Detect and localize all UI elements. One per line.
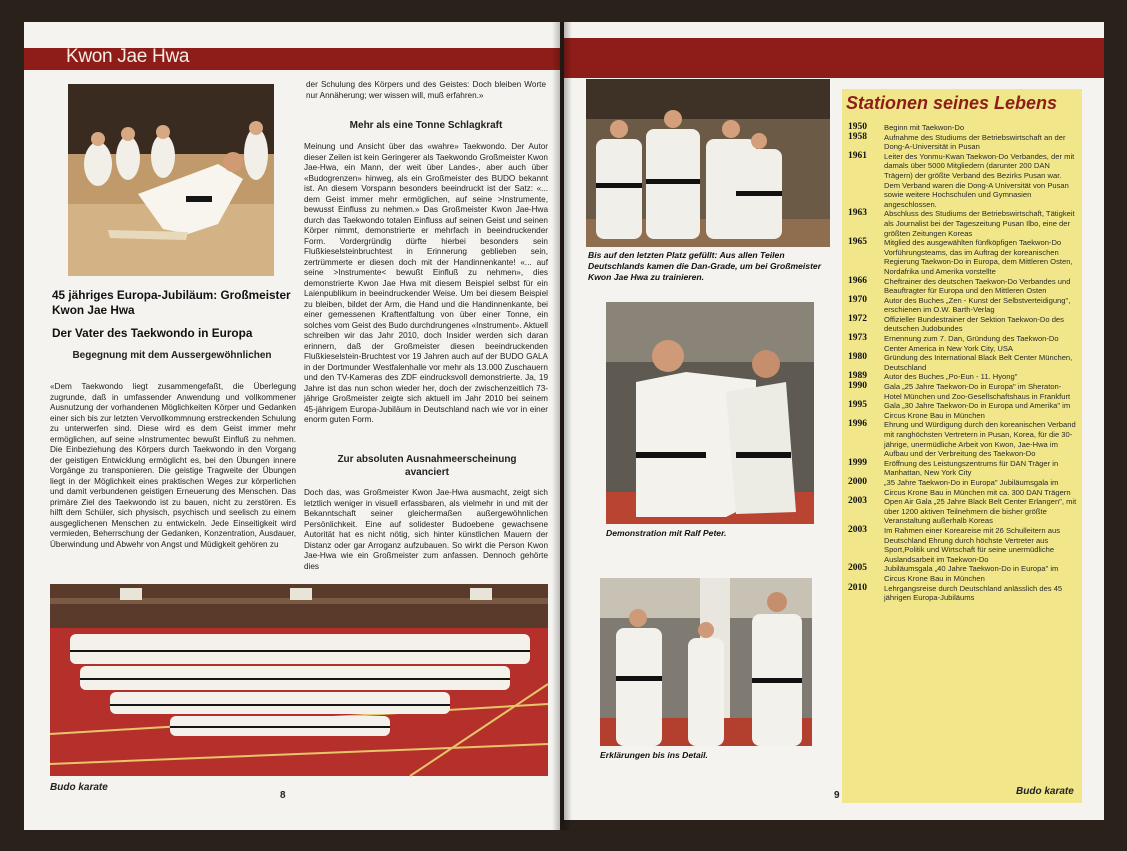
- timeline-text: Im Rahmen einer Koreareise mit 26 Schulleitern aus Deutschland Ehrung durch höchste Vertreter aus Sport,Politik und Wirtschaft für seine unermüdliche Auslandsarbeit im Taekwon-Do: [884, 525, 1061, 564]
- article-column-2-top: der Schulung des Körpers und des Geistes: Doch bleiben Worte nur Annäherung; wer wissen will, muß erfahren.»: [306, 80, 546, 100]
- timeline-text: Eröffnung des Leistungszentrums für DAN Träger in Manhattan, New York City: [884, 458, 1059, 478]
- subhead-begegnung: Begegnung mit dem Aussergewöhnlichen: [72, 350, 272, 361]
- timeline-text: Autor des Buches „Po-Eun - 11. Hyong": [884, 372, 1018, 382]
- timeline-box: [842, 89, 1082, 803]
- timeline-text: Mitglied des ausgewählten fünfköpfigen Taekwon-Do Vorführungsteams, das im Auftrag der koreanischen Regierung Taekwon-Do in Europa, dem Mittleren Osten, Nordafrika und Amerika vorstellte: [884, 238, 1073, 276]
- timeline-text: Gala „30 Jahre Taekwon-Do in Europa und Amerika" im Circus Krone Bau in München: [884, 401, 1071, 420]
- timeline-year: 2005: [848, 563, 867, 574]
- timeline-text: Abschluss des Studiums der Betriebswirtschaft, Tätigkeit als Journalist bei der Tageszeitung Pusan Ilbo, eine der größten Zeitungen Koreas: [884, 209, 1075, 238]
- headline-vater-taekwondo: Der Vater des Taekwondo in Europa: [52, 326, 253, 340]
- timeline-text: Offizieller Bundestrainer der Sektion Taekwon-Do des deutschen Judobundes: [884, 314, 1064, 334]
- photo-gym-group-training: [50, 584, 548, 776]
- timeline-year: 1950: [848, 122, 867, 132]
- timeline-year: 1961: [848, 150, 867, 161]
- timeline-year: 1973: [848, 333, 867, 344]
- article-column-2-bottom: Doch das, was Großmeister Kwon Jae-Hwa ausmacht, zeigt sich letztlich weniger in visuell erfassbaren, als vielmehr in und mit der Bekanntschaft seiner gleichermaßen außergewöhnlichen Persönlichkeit. Eine auf solidester Budoebene gewachsene Autorität hat es nicht nötig, sich hinter künstlichen Mauern der Distanz oder gar Arroganz aufzubauen. So wirkt die Person Kwon Jae-Hwa wie ein Großmeister zum anfassen. Dennoch gehörte dies: [304, 488, 548, 571]
- header-band-right: [564, 38, 1104, 78]
- timeline-year: 1958: [848, 131, 867, 142]
- timeline-entry: [848, 564, 1078, 583]
- subhead-ausnahmeerscheinung: Zur absoluten Ausnahmeerscheinung avanciert: [337, 454, 517, 478]
- photo-demonstration-ralf-peter: [606, 302, 814, 524]
- timeline-entry: [848, 238, 1078, 276]
- page-number-right: 9: [834, 790, 840, 801]
- subhead-tonne-schlagkraft: Mehr als eine Tonne Schlagkraft: [349, 120, 503, 131]
- timeline-year: 1996: [848, 419, 867, 430]
- caption-photo-3: Erklärungen bis ins Detail.: [600, 750, 708, 760]
- page-number-left: 8: [280, 790, 286, 801]
- photo-kneeling-master: [68, 84, 274, 276]
- timeline-year: 2010: [848, 582, 867, 593]
- timeline-entry: [848, 372, 1078, 382]
- timeline-year: 1995: [848, 400, 867, 411]
- timeline-entry: [848, 152, 1078, 210]
- timeline-year: 1989: [848, 371, 867, 382]
- timeline-text: Ernennung zum 7. Dan, Gründung des Taekwon-Do Center America in New York City, USA: [884, 334, 1059, 353]
- timeline-text: Ehrung und Würdigung durch den koreanischen Verband mit ranghöchsten Vertretern in Pusan, Korea, für die 30-jährige, unermüdliche Arbeit von Kwon, Jae-Hwa im Aufbau und der Verbreitung des Taekwon-Do: [884, 420, 1076, 459]
- timeline-entry: [848, 334, 1078, 353]
- magazine-page-right: [564, 22, 1104, 820]
- caption-photo-1: Bis auf den letzten Platz gefüllt: Aus allen Teilen Deutschlands kamen die Dan-Grade, um bei Großmeister Kwon Jae Hwa zu trainieren.: [588, 250, 822, 282]
- timeline-year: 2000: [848, 476, 867, 487]
- timeline-year: 1966: [848, 275, 867, 286]
- timeline-entry: [848, 353, 1078, 372]
- timeline-text: Autor des Buches „Zen - Kunst der Selbstverteidigung", erschienen im O.W. Barth-Verlag: [884, 295, 1071, 315]
- timeline-entry: [848, 209, 1078, 238]
- timeline-year: 1990: [848, 381, 867, 392]
- timeline-year: 1999: [848, 457, 867, 468]
- timeline-year: 2003: [848, 496, 867, 507]
- timeline-entry: [848, 277, 1078, 296]
- timeline-text: Lehrgangsreise durch Deutschland anlässlich des 45 jährigen Europa-Jubiläums: [884, 583, 1063, 603]
- timeline-list: [848, 123, 1078, 603]
- timeline-entry: [848, 478, 1078, 497]
- magazine-page-left: [24, 22, 560, 830]
- timeline-text: Gründung des International Black Belt Center München, Deutschland: [884, 353, 1073, 372]
- timeline-text: Leiter des Yonmu-Kwan Taekwon-Do Verbandes, der mit damals über 5000 Mitgliedern (darunter 200 DAN Trägern) der größte Verband des Bezirks Pusan war. Dem Verband waren die Dong-A Universität von Pusan sowie weitere Hochschulen und Gymnasien angeschlossen.: [884, 151, 1075, 209]
- timeline-text: Beginn mit Taekwon-Do: [884, 123, 965, 132]
- timeline-entry: [848, 133, 1078, 152]
- footer-magazine-name: Budo karate: [50, 782, 108, 793]
- photo-explanation-detail: [600, 578, 812, 746]
- photo-dan-grade-training: [586, 79, 830, 247]
- timeline-text: „35 Jahre Taekwon-Do in Europa" Jubiläumsgala im Circus Krone Bau in München mit ca. 300 DAN Trägern: [884, 477, 1071, 497]
- footer-magazine-name-right: Budo karate: [1016, 786, 1074, 797]
- timeline-entry: [848, 459, 1078, 478]
- timeline-entry: [848, 315, 1078, 334]
- timeline-entry: [848, 526, 1078, 564]
- timeline-text: Jubiläumsgala „40 Jahre Taekwon-Do in Europa" im Circus Krone Bau in München: [884, 564, 1059, 583]
- timeline-year: 1963: [848, 208, 867, 219]
- timeline-entry: [848, 420, 1078, 458]
- timeline-entry: [848, 497, 1078, 526]
- timeline-year: 1965: [848, 237, 867, 248]
- article-column-1: «Dem Taekwondo liegt zusammengefaßt, die Überlegung zugrunde, daß in umfassender Anwendung und vollkommener Ausnutzung der vorhandenen Möglichkeiten Körper und Gedanken einer sich bis zur letzten Vervollkommnung erstreckenden Schulung zu unterwerfen sind. Diese wird es dem Geist immer mehr ermöglichen, auf seine »Instrumentec bewußt Einfluß zu nehmen. Die Einbeziehung des Körpers durch Taekwondo in den Vorgang der geistigen Entwicklung ermöglicht es, bei den Übungen innere Vorgänge zu transponieren. Die geistige Tragweite der Übungen liegt in der Möglichkeit eines praktischen Weges zur körperlichen und damit verbundenen geistigen Erneuerung des Menschen. Das primäre Ziel des Taekwondo ist zu bauen, nicht zu zerstören. Es hilft dem Schüler, sich physisch, psychisch und seelisch zu einem ausgeglichenen Menschen zu entwickeln. Jede Einseitigkeit wird vermieden, Beherrschung der Gedanken, Konzentration, Ausdauer, Überwindung und Abwehr von Angst und Müdigkeit gehören zu: [50, 382, 296, 549]
- headline-jubilaeum: 45 jähriges Europa-Jubiläum: Großmeister Kwon Jae Hwa: [52, 288, 291, 317]
- article-column-2: Meinung und Ansicht über das «wahre» Taekwondo. Der Autor dieser Zeilen ist kein Geringerer als Taekwondo Großmeister Kwon Jae-Hwa, ein Mann, der weit über Landes-, aber auch über «Budogrenzen» hinweg, als ein Großmeister des BUDO bekannt ist. An diesem Vorspann besonders beeindruckt ist der Satz: «... dem Geist immer mehr ermöglichen, auf seine >Instrumente, bewusst Einfluss zu nehmen.» Das Großmeister Kwon Jae-Hwa durch das Taekwondo totalen Einfluss auf seinen Geist und seinen Körper nimmt, demonstrierte er mehrfach in beeindruckender Form. Vordergründig dürfte hierbei besonders sein Flußkieselsteinbruchtest in Erinnerung geblieben sein, zertrümmerte er diesen doch mit der Handinnenkante! «... auf seine >Instrumente< bewußt Einfluß zu nehmen», dies demonstrierte Kwon Jae Hwa mit diesem Beispiel selbst für ein Laienpublikum in beeindruckender Weise. Um bei diesem Beispiel zu bleiben, bildet der Arm, die Hand und die Handinnenkante, bei einer gemessenen Kraftentfaltung von über einer Tonne, ein solches vom Geist des Budo durchdrungenes «Instrument». Aktuell schreiben wir das Jahr 2010, doch Insider werden sich daran erinnern, daß der Großmeister diesen beeindruckenden Flußkieselstein-Bruchtest vor 19 Jahren auch auf der BUDO GALA in der Dortmunder Westfalenhalle vor mehr als 13.000 Zuschauern und den TV-Kameras des ZDF eindrucksvoll demonstrierte. Ja, 19 Jahre ist das nun schon wieder her, doch der zwischenzeitlich 73-jährige Großmeister zeigte sich aktuell im Jahr 2010 bei seinem 45-jährigem Europa-Jubiläum in Deutschland nach wie vor in einer enorm guten Form.: [304, 142, 548, 424]
- timeline-text: Gala „25 Jahre Taekwon-Do in Europa" im Sheraton-Hotel München und Zoo-Gesellschaftshaus in Frankfurt: [884, 382, 1071, 401]
- timeline-entry: [848, 401, 1078, 420]
- timeline-year: 2003: [848, 524, 867, 535]
- timeline-text: Open Air Gala „25 Jahre Black Belt Center Erlangen", mit über 1200 aktiven Teilnehmern die bisher größte Veranstaltung außerhalb Koreas: [884, 497, 1077, 526]
- timeline-entry: [848, 296, 1078, 315]
- timeline-year: 1970: [848, 294, 867, 305]
- timeline-text: Aufnahme des Studiums der Betriebswirtschaft an der Dong-A-Universität in Pusan: [884, 132, 1066, 152]
- timeline-year: 1980: [848, 352, 867, 363]
- page-header-title: Kwon Jae Hwa: [66, 46, 190, 67]
- timeline-year: 1972: [848, 313, 867, 324]
- timeline-entry: [848, 382, 1078, 401]
- timeline-entry: [848, 584, 1078, 603]
- timeline-text: Cheftrainer des deutschen Taekwon-Do Verbandes und Beauftragter für Europa und den Mittleren Osten: [884, 276, 1071, 296]
- caption-photo-2: Demonstration mit Ralf Peter.: [606, 528, 727, 538]
- timeline-title: Stationen seines Lebens: [846, 93, 1058, 113]
- magazine-spine: [552, 22, 572, 830]
- timeline-entry: [848, 123, 1078, 133]
